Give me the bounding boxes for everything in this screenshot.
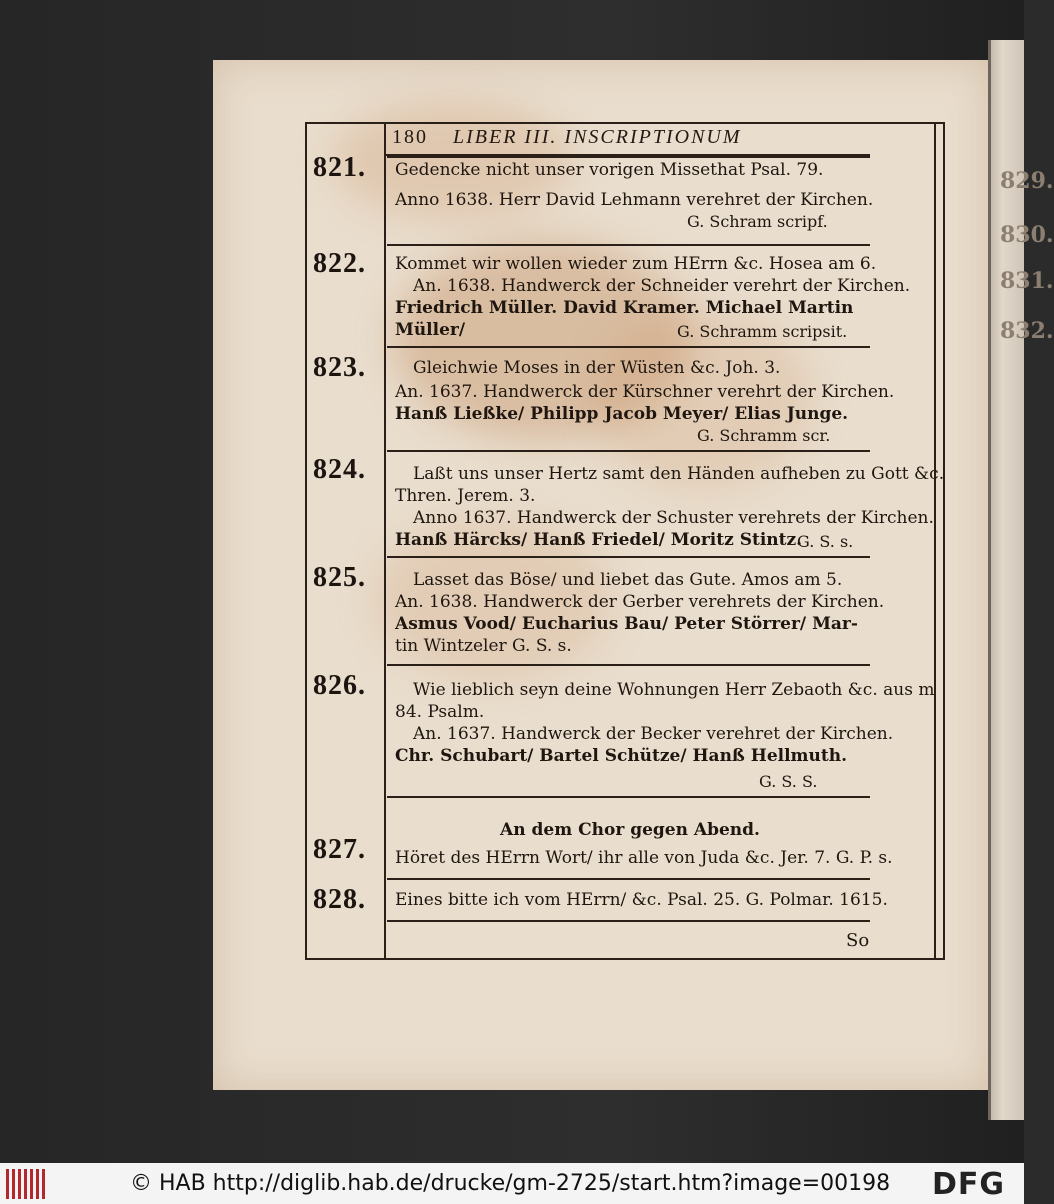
inscription-entry (305, 152, 875, 242)
entry-line: Anno 1637. Handwerck der Schuster verehrets der Kirchen. (413, 508, 934, 528)
entry-line: An. 1638. Handwerck der Schneider verehrt der Kirchen. (413, 276, 911, 296)
entry-line: Höret des HErrn Wort/ ihr alle von Juda &c. Jer. 7. G. P. s. (395, 848, 893, 868)
page-number: 180 (392, 126, 428, 148)
entry-number: 828. (313, 884, 366, 915)
entry-line: Wie lieblich seyn deine Wohnungen Herr Zebaoth &c. aus m (413, 680, 935, 700)
entry-number: 826. (313, 670, 366, 701)
entry-line: An. 1638. Handwerck der Gerber verehrets der Kirchen. (395, 592, 885, 612)
section-heading: An dem Chor gegen Abend. (500, 820, 760, 840)
entry-line: An. 1637. Handwerck der Becker verehret der Kirchen. (413, 724, 894, 744)
inscription-entry (305, 556, 885, 662)
entry-number: 827. (313, 834, 366, 865)
entry-line: 84. Psalm. (395, 702, 485, 722)
entry-signature: G. Schramm scr. (697, 426, 831, 445)
running-header (392, 126, 872, 149)
footer-bar (0, 1163, 1024, 1204)
entry-line: Eines bitte ich vom HErrn/ &c. Psal. 25. G. Polmar. 1615. (395, 890, 888, 910)
entry-line: Gedencke nicht unser vorigen Missethat Psal. 79. (395, 160, 824, 180)
inscription-entry (305, 346, 895, 448)
entry-number: 823. (313, 352, 366, 383)
entry-line: Friedrich Müller. David Kramer. Michael Martin (395, 298, 854, 318)
catchword: So (846, 930, 870, 951)
entry-line: Laßt uns unser Hertz samt den Händen aufheben zu Gott &c. (413, 464, 945, 484)
dfg-logo: DFG (932, 1167, 1006, 1202)
entry-number: 821. (313, 152, 366, 183)
entry-line: Anno 1638. Herr David Lehmann verehret der Kirchen. (395, 190, 874, 210)
entry-number: 822. (313, 248, 366, 279)
library-logo-icon (6, 1169, 46, 1199)
entry-line: Chr. Schubart/ Bartel Schütze/ Hanß Hellmuth. (395, 746, 848, 766)
edge-page-number: 830. (1000, 222, 1054, 248)
entry-line: Lasset das Böse/ und liebet das Gute. Amos am 5. (413, 570, 843, 590)
inscription-entry (305, 450, 945, 554)
edge-page-number: 829. (1000, 168, 1054, 194)
header-title: LIBER III. INSCRIPTIONUM (453, 126, 742, 148)
inscription-entry (305, 878, 888, 948)
edge-page-number: 832. (1000, 318, 1054, 344)
entry-number: 824. (313, 454, 366, 485)
entry-line: Asmus Vood/ Eucharius Bau/ Peter Störrer/ Mar- (395, 614, 858, 634)
entry-line: An. 1637. Handwerck der Kürschner verehrt der Kirchen. (395, 382, 895, 402)
entry-signature: G. Schramm scripsit. (677, 322, 848, 341)
inscription-entry (305, 244, 911, 344)
entry-signature: G. S. S. (759, 772, 818, 791)
entry-signature: G. S. s. (797, 532, 854, 551)
inscription-entry (305, 664, 935, 796)
entry-line: Thren. Jerem. 3. (395, 486, 536, 506)
entry-line: Hanß Härcks/ Hanß Friedel/ Moritz Stintz. (395, 530, 803, 550)
entry-line: Kommet wir wollen wieder zum HErrn &c. Hosea am 6. (395, 254, 877, 274)
entry-number: 825. (313, 562, 366, 593)
edge-page-number: 831. (1000, 268, 1054, 294)
next-page-edge (988, 40, 1024, 1120)
entry-line: Hanß Ließke/ Philipp Jacob Meyer/ Elias Junge. (395, 404, 849, 424)
credit-link[interactable]: © HAB http://diglib.hab.de/drucke/gm-2725/start.htm?image=00198 (130, 1171, 891, 1196)
entry-line: Müller/ (395, 320, 466, 340)
inscription-entry (305, 796, 893, 876)
entry-signature: G. Schram scripf. (687, 212, 828, 231)
entry-line: tin Wintzeler G. S. s. (395, 636, 572, 656)
entry-line: Gleichwie Moses in der Wüsten &c. Joh. 3. (413, 358, 781, 378)
